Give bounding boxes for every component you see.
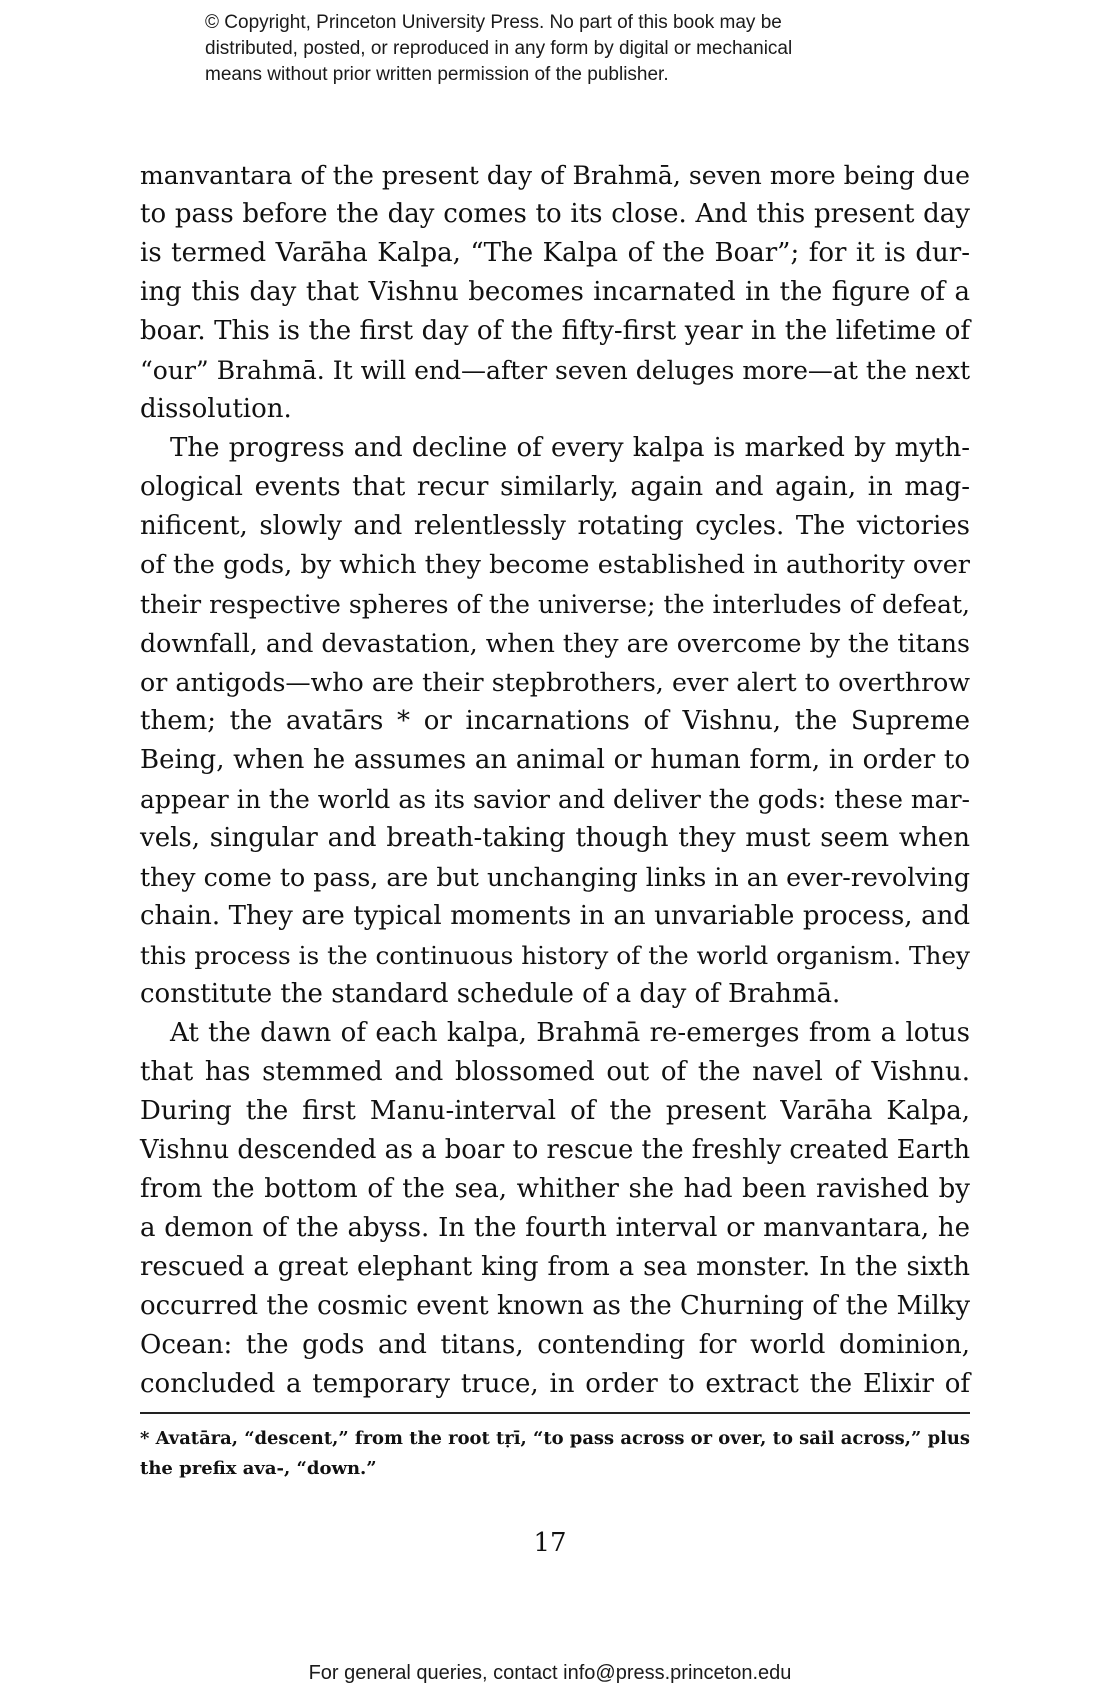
- text-line: During the first Manu-interval of the present Varāha Kalpa,: [140, 1096, 970, 1126]
- footnote: [140, 1424, 970, 1484]
- copyright-line: distributed, posted, or reproduced in any form by digital or mechanical: [205, 38, 793, 59]
- text-line: Ocean: the gods and titans, contending for world dominion,: [140, 1330, 970, 1360]
- text-line: dissolution.: [140, 394, 292, 424]
- text-line: occurred the cosmic event known as the Churning of the Milky: [140, 1291, 970, 1321]
- text-line: downfall, and devastation, when they are overcome by the titans: [140, 629, 970, 658]
- text-line: this process is the continuous history of the world organism. They: [140, 941, 970, 970]
- text-line: chain. They are typical moments in an unvariable process, and: [140, 901, 970, 931]
- text-line: them; the avatārs * or incarnations of Vishnu, the Supreme: [140, 706, 970, 736]
- copyright-line: means without prior written permission of the publisher.: [205, 64, 669, 85]
- text-line: is termed Varāha Kalpa, “The Kalpa of the Boar”; for it is dur-: [140, 238, 970, 268]
- text-line: Being, when he assumes an animal or human form, in order to: [140, 745, 970, 775]
- text-line: boar. This is the first day of the fifty-first year in the lifetime of: [140, 316, 970, 346]
- contact-footer: For general queries, contact info@press.princeton.edu: [308, 1662, 792, 1684]
- text-line: of the gods, by which they become established in authority over: [140, 550, 970, 580]
- text-line: appear in the world as its savior and deliver the gods: these mar-: [140, 785, 970, 814]
- text-line: At the dawn of each kalpa, Brahmā re-emerges from a lotus: [170, 1018, 970, 1048]
- text-line: they come to pass, are but unchanging links in an ever-revolving: [140, 863, 970, 892]
- text-line: Vishnu descended as a boar to rescue the freshly created Earth: [140, 1135, 970, 1165]
- text-line: concluded a temporary truce, in order to extract the Elixir of: [140, 1369, 970, 1399]
- text-line: nificent, slowly and relentlessly rotating cycles. The victories: [140, 511, 970, 541]
- footnote-line: * Avatāra, “descent,” from the root tṛī, “to pass across or over, to sail across,” plus: [140, 1428, 970, 1449]
- page-number: 17: [533, 1528, 567, 1558]
- text-line: rescued a great elephant king from a sea monster. In the sixth: [140, 1252, 970, 1282]
- body-text: [140, 156, 970, 1404]
- footnote-rule: [140, 1412, 970, 1414]
- text-line: The progress and decline of every kalpa is marked by myth-: [170, 433, 970, 463]
- footnote-line: the prefix ava-, “down.”: [140, 1458, 377, 1479]
- text-line: constitute the standard schedule of a day of Brahmā.: [140, 979, 841, 1009]
- text-line: ing this day that Vishnu becomes incarnated in the figure of a: [140, 277, 970, 307]
- text-line: ological events that recur similarly, again and again, in mag-: [140, 472, 970, 502]
- text-line: a demon of the abyss. In the fourth interval or manvantara, he: [140, 1213, 970, 1243]
- text-line: vels, singular and breath-taking though they must seem when: [140, 823, 970, 853]
- text-line: to pass before the day comes to its close. And this present day: [140, 199, 970, 229]
- text-line: or antigods—who are their stepbrothers, ever alert to overthrow: [140, 668, 970, 697]
- text-line: manvantara of the present day of Brahmā, seven more being due: [140, 161, 970, 190]
- text-line: that has stemmed and blossomed out of the navel of Vishnu.: [140, 1057, 970, 1087]
- text-line: their respective spheres of the universe; the interludes of defeat,: [140, 590, 970, 619]
- text-line: from the bottom of the sea, whither she had been ravished by: [140, 1174, 970, 1204]
- copyright-line: © Copyright, Princeton University Press. No part of this book may be: [205, 12, 782, 33]
- copyright-notice: [205, 10, 925, 88]
- text-line: “our” Brahmā. It will end—after seven deluges more—at the next: [140, 356, 970, 385]
